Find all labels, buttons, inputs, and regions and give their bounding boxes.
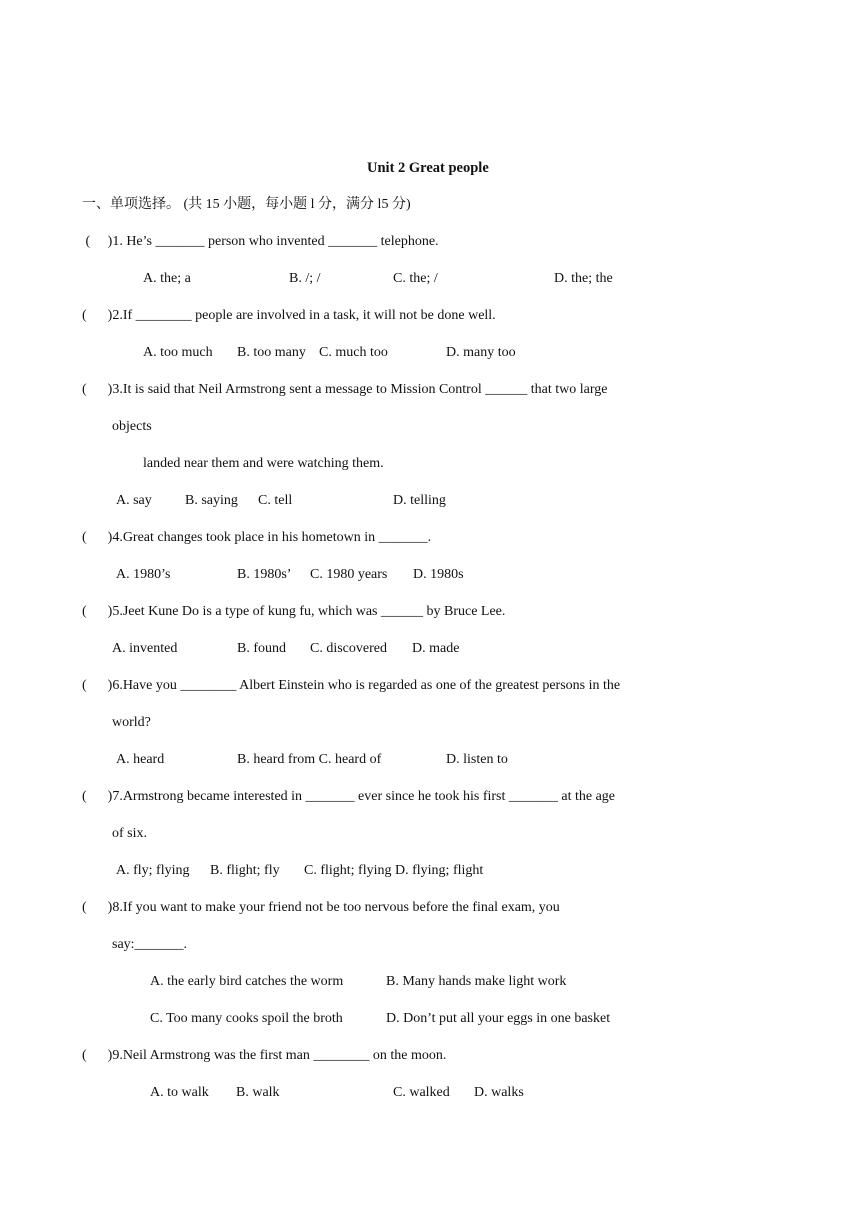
q6-option-bc: B. heard from C. heard of — [237, 752, 382, 767]
page-title: Unit 2 Great people — [367, 160, 489, 176]
question-8-continuation: say:_______. — [112, 937, 188, 952]
q9-option-a: A. to walk — [150, 1085, 209, 1100]
q1-option-c: C. the; / — [393, 271, 438, 286]
q7-option-a: A. fly; flying — [116, 863, 190, 878]
question-8-stem: ( )8.If you want to make your friend not be too nervous before the final exam, you — [82, 900, 560, 915]
q4-option-b: B. 1980s’ — [237, 567, 292, 582]
question-6-stem: ( )6.Have you ________ Albert Einstein who is regarded as one of the greatest persons in the — [82, 678, 621, 693]
question-5-stem: ( )5.Jeet Kune Do is a type of kung fu, which was ______ by Bruce Lee. — [82, 604, 506, 619]
q6-option-a: A. heard — [116, 752, 165, 767]
q1-option-b: B. /; / — [289, 271, 321, 286]
q5-option-d: D. made — [412, 641, 460, 656]
q7-option-cd: C. flight; flying D. flying; flight — [304, 863, 484, 878]
q8-option-c: C. Too many cooks spoil the broth — [150, 1011, 343, 1026]
q5-option-b: B. found — [237, 641, 286, 656]
question-7-stem: ( )7.Armstrong became interested in _______ ever since he took his first _______ at the age — [82, 789, 616, 804]
q5-option-c: C. discovered — [310, 641, 387, 656]
q7-option-b: B. flight; fly — [210, 863, 280, 878]
q9-option-d: D. walks — [474, 1085, 524, 1100]
question-3-continuation: landed near them and were watching them. — [143, 456, 384, 471]
q3-option-c: C. tell — [258, 493, 293, 508]
question-6-continuation: world? — [112, 715, 151, 730]
q4-option-a: A. 1980’s — [116, 567, 171, 582]
section-heading: 一、单项选择。 (共 15 小题，每小题 l 分，满分 l5 分) — [82, 197, 411, 212]
q4-option-d: D. 1980s — [413, 567, 464, 582]
q1-option-a: A. the; a — [143, 271, 191, 286]
question-2-stem: ( )2.If ________ people are involved in a task, it will not be done well. — [82, 308, 496, 323]
q5-option-a: A. invented — [112, 641, 178, 656]
question-1-stem: ( )1. He’s _______ person who invented _______ telephone. — [82, 234, 439, 249]
question-9-stem: ( )9.Neil Armstrong was the first man ________ on the moon. — [82, 1048, 447, 1063]
q8-option-a: A. the early bird catches the worm — [150, 974, 344, 989]
q1-option-d: D. the; the — [554, 271, 613, 286]
question-7-continuation: of six. — [112, 826, 147, 841]
q9-option-c: C. walked — [393, 1085, 450, 1100]
q8-option-d: D. Don’t put all your eggs in one basket — [386, 1011, 611, 1026]
q3-option-a: A. say — [116, 493, 152, 508]
question-3-stem: ( )3.It is said that Neil Armstrong sent a message to Mission Control ______ that two large — [82, 382, 608, 397]
q3-option-d: D. telling — [393, 493, 446, 508]
q8-option-b: B. Many hands make light work — [386, 974, 567, 989]
q2-option-c: C. much too — [319, 345, 388, 360]
q4-option-c: C. 1980 years — [310, 567, 388, 582]
q2-option-a: A. too much — [143, 345, 213, 360]
q3-option-b: B. saying — [185, 493, 238, 508]
q9-option-b: B. walk — [236, 1085, 280, 1100]
q2-option-b: B. too many — [237, 345, 306, 360]
q6-option-d: D. listen to — [446, 752, 508, 767]
question-3-continuation: objects — [112, 419, 152, 434]
question-4-stem: ( )4.Great changes took place in his hometown in _______. — [82, 530, 432, 545]
q2-option-d: D. many too — [446, 345, 516, 360]
